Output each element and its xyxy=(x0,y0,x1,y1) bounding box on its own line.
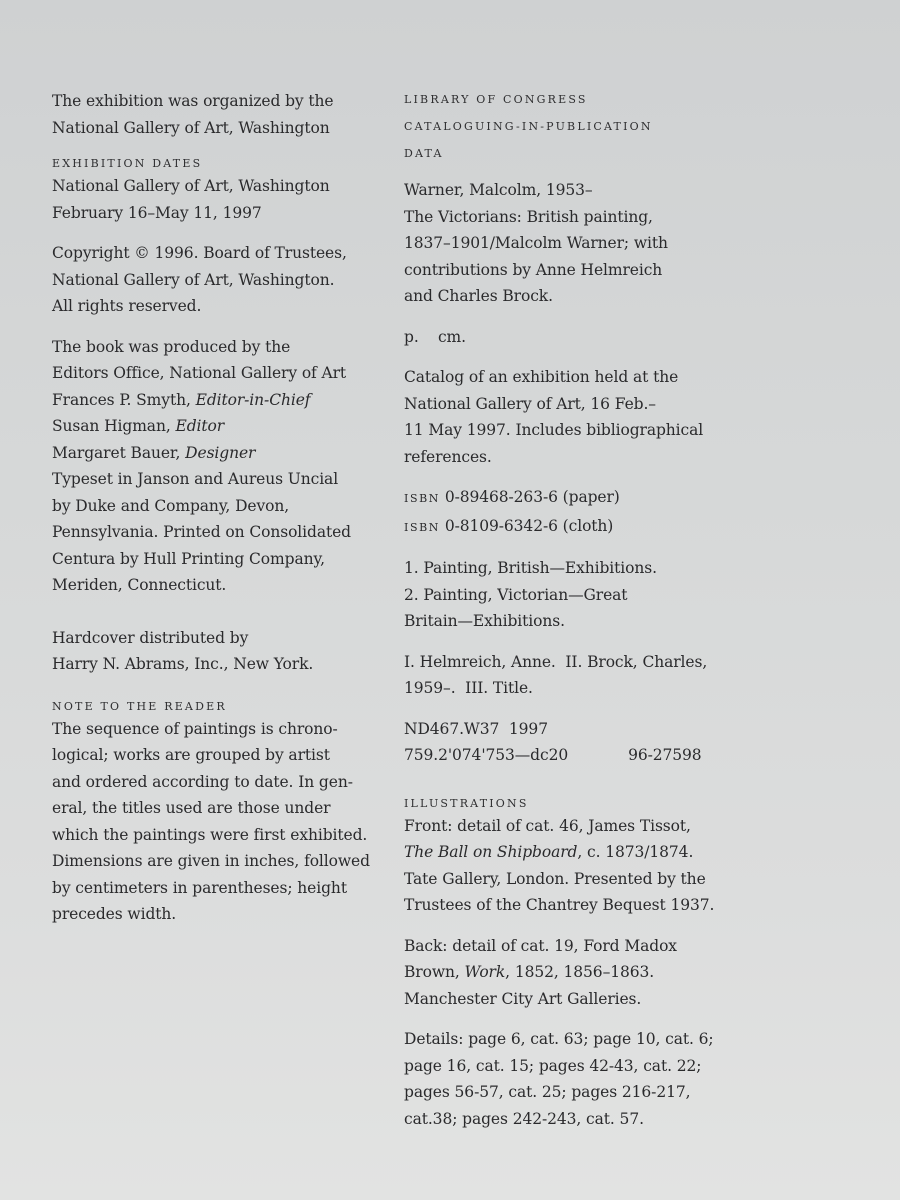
text-line: by Duke and Company, Devon, xyxy=(52,496,290,515)
text-line: The book was produced by the xyxy=(52,337,291,356)
isbn-label: ISBN xyxy=(404,520,440,534)
text-line: National Gallery of Art, Washington. xyxy=(52,270,335,289)
credit-line xyxy=(52,440,372,467)
credit-role: Editor-in-Chief xyxy=(195,390,311,409)
text-line: 1. Painting, British—Exhibitions. xyxy=(404,559,657,577)
back-cover-credit xyxy=(404,933,714,1013)
artwork-title: Work xyxy=(464,963,506,981)
text-line: and Charles Brock. xyxy=(404,287,553,305)
text-line: contributions by Anne Helmreich xyxy=(404,260,663,279)
illustrations-heading: ILLUSTRATIONS xyxy=(404,796,529,810)
cip-author-title xyxy=(404,177,714,310)
isbn-line xyxy=(404,484,714,513)
text-line: National Gallery of Art, 16 Feb.– xyxy=(404,394,656,413)
text-line: The sequence of paintings is chrono- xyxy=(52,719,338,738)
text-line: I. Helmreich, Anne. II. Brock, Charles, xyxy=(404,652,708,671)
text-line: Manchester City Art Galleries. xyxy=(404,989,642,1008)
text-line: p. cm. xyxy=(404,327,466,346)
isbn-line xyxy=(404,513,714,542)
credit-name: Frances P. Smyth, xyxy=(52,390,196,409)
text-line: Warner, Malcolm, 1953– xyxy=(404,181,593,199)
text-line: Tate Gallery, London. Presented by the xyxy=(404,869,706,888)
text-line: page 16, cat. 15; pages 42-43, cat. 22; xyxy=(404,1056,702,1075)
details-credit xyxy=(404,1026,714,1132)
organizer-statement xyxy=(52,88,372,141)
text-line: Editors Office, National Gallery of Art xyxy=(52,364,347,382)
cip-classification xyxy=(404,716,714,769)
classification-line xyxy=(404,742,714,769)
text-line: Britain—Exhibitions. xyxy=(404,612,565,630)
text-line: Centura by Hull Printing Company, xyxy=(52,549,325,568)
artwork-title: The Ball on Shipboard xyxy=(404,843,578,861)
cip-isbn xyxy=(404,484,714,541)
cip-catalog-note xyxy=(404,364,714,470)
text-line: and ordered according to date. In gen- xyxy=(52,772,353,791)
cip-heading-line: DATA xyxy=(404,147,444,160)
text-line: Back: detail of cat. 19, Ford Madox xyxy=(404,936,677,955)
text-line: pages 56-57, cat. 25; pages 216-217, xyxy=(404,1083,691,1101)
text-line: 2. Painting, Victorian—Great xyxy=(404,585,628,604)
text-line: Harry N. Abrams, Inc., New York. xyxy=(52,655,314,673)
text-line: 1837–1901/Malcolm Warner; with xyxy=(404,234,668,252)
cip-subjects xyxy=(404,555,714,635)
text-line: Catalog of an exhibition held at the xyxy=(404,368,679,386)
credit-name: Margaret Bauer, xyxy=(52,443,186,462)
cip-added-entries xyxy=(404,649,714,702)
text-line: Pennsylvania. Printed on Consolidated xyxy=(52,523,352,541)
text-line: 1959–. III. Title. xyxy=(404,679,533,697)
text-line: All rights reserved. xyxy=(52,297,202,315)
artwork-date: , 1852, 1856–1863. xyxy=(505,963,655,981)
artwork-date: , c. 1873/1874. xyxy=(577,843,694,861)
text-line xyxy=(404,959,714,986)
text-line: references. xyxy=(404,447,492,466)
text-line: The Victorians: British painting, xyxy=(404,207,653,226)
text-line: February 16–May 11, 1997 xyxy=(52,203,262,222)
lccn: 96-27598 xyxy=(628,746,702,764)
artist-name: Brown, xyxy=(404,963,465,981)
note-to-reader xyxy=(52,698,372,928)
isbn-value: 0-89468-263-6 (paper) xyxy=(444,488,620,506)
right-column xyxy=(404,86,714,1132)
text-line: cat.38; pages 242-243, cat. 57. xyxy=(404,1109,644,1128)
text-line: Front: detail of cat. 46, James Tissot, xyxy=(404,816,691,835)
cip-collation xyxy=(404,324,714,351)
credit-line xyxy=(52,413,372,440)
credit-role: Editor xyxy=(175,417,225,435)
text-line: Dimensions are given in inches, followed xyxy=(52,852,370,870)
copyright-notice xyxy=(52,240,372,320)
text-line: which the paintings were first exhibited. xyxy=(52,825,368,844)
call-number: ND467.W37 1997 xyxy=(404,719,548,738)
isbn-label: ISBN xyxy=(404,492,440,505)
text-line: The exhibition was organized by the xyxy=(52,92,334,110)
text-line: precedes width. xyxy=(52,905,177,923)
credit-name: Susan Higman, xyxy=(52,417,176,435)
isbn-value: 0-8109-6342-6 (cloth) xyxy=(444,516,614,535)
text-line: logical; works are grouped by artist xyxy=(52,746,330,764)
cip-heading-line: LIBRARY OF CONGRESS xyxy=(404,93,588,106)
exhibition-dates xyxy=(52,155,372,226)
cip-heading-line: CATALOGUING-IN-PUBLICATION xyxy=(404,120,653,133)
text-line: National Gallery of Art, Washington xyxy=(52,118,330,137)
text-line: Copyright © 1996. Board of Trustees, xyxy=(52,244,347,262)
exhibition-dates-heading: EXHIBITION DATES xyxy=(52,157,203,170)
text-line: National Gallery of Art, Washington xyxy=(52,177,330,195)
text-line: Details: page 6, cat. 63; page 10, cat. 6; xyxy=(404,1030,714,1048)
text-line: 11 May 1997. Includes bibliographical xyxy=(404,421,704,439)
production-credits xyxy=(52,334,372,599)
cip-heading xyxy=(404,86,714,167)
text-line: eral, the titles used are those under xyxy=(52,799,331,817)
text-line: Typeset in Janson and Aureus Uncial xyxy=(52,470,339,488)
credit-role: Designer xyxy=(185,443,256,462)
text-line xyxy=(404,839,714,866)
dewey-number: 759.2'074'753—dc20 xyxy=(404,746,569,764)
text-line: Hardcover distributed by xyxy=(52,628,249,647)
credit-line xyxy=(52,387,372,414)
text-line: Meriden, Connecticut. xyxy=(52,576,227,594)
text-line: Trustees of the Chantrey Bequest 1937. xyxy=(404,896,715,914)
illustrations xyxy=(404,795,714,919)
distribution-note xyxy=(52,625,372,678)
left-column xyxy=(52,88,372,928)
note-to-reader-heading: NOTE TO THE READER xyxy=(52,699,227,713)
text-line: by centimeters in parentheses; height xyxy=(52,878,347,897)
